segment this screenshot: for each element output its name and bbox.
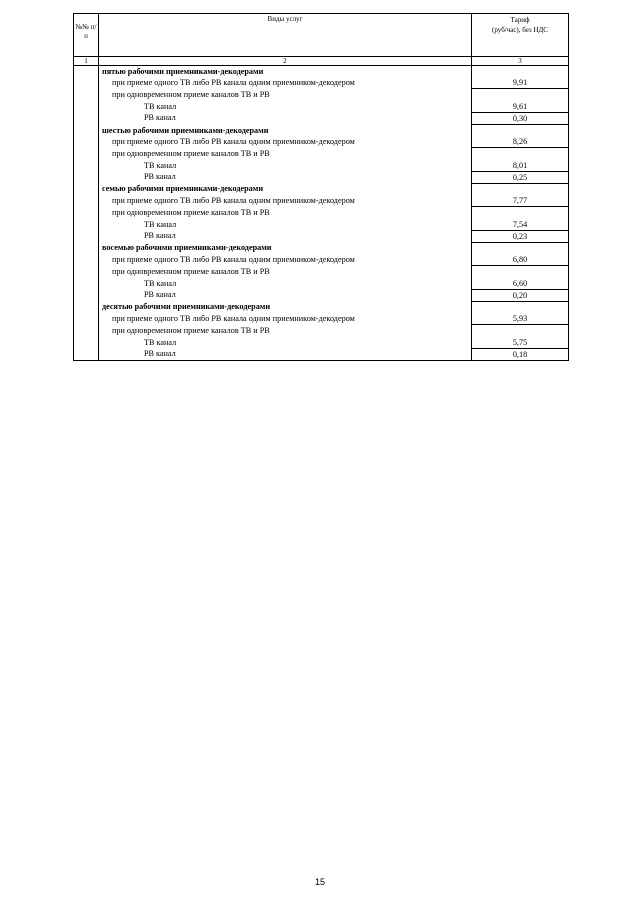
rv-channel-value: 0,18 (472, 348, 569, 360)
tv-channel-value: 8,01 (472, 160, 569, 172)
header-service-types (99, 14, 472, 57)
page-number: 15 (314, 877, 325, 887)
simultaneous-row (74, 207, 569, 219)
group-title-row (74, 66, 569, 78)
rv-channel-row (74, 348, 569, 360)
group-title: десятью рабочими приемниками-декодерами (102, 302, 271, 312)
single-channel-value: 5,93 (472, 313, 569, 325)
single-channel-value: 6,80 (472, 254, 569, 266)
header-service-types-text: Виды услуг (267, 15, 303, 23)
single-channel-value: 9,91 (472, 77, 569, 89)
tv-channel-row (74, 219, 569, 231)
header-number (74, 14, 99, 57)
group-title: пятью рабочими приемниками-декодерами (102, 67, 264, 76)
simultaneous-row (74, 266, 569, 278)
group-title: восемью рабочими приемниками-декодерами (102, 243, 272, 253)
column-number-3: 3 (472, 57, 569, 66)
table-header-row (74, 14, 569, 57)
rv-channel-row (74, 171, 569, 183)
tv-channel-value: 6,60 (472, 278, 569, 290)
header-tariff-line1: Тариф (510, 16, 530, 24)
tv-channel-row (74, 278, 569, 290)
tv-channel-label: ТВ канал (144, 278, 177, 288)
single-channel-label: при приеме одного ТВ либо РВ канала одним приемником-декодером (112, 196, 355, 206)
group-title: семью рабочими приемниками-декодерами (102, 184, 264, 194)
rv-channel-value: 0,30 (472, 112, 569, 124)
tv-channel-row (74, 160, 569, 172)
group-title-row (74, 242, 569, 254)
simultaneous-label: при одновременном приеме каналов ТВ и РВ (112, 325, 270, 335)
column-number-2: 2 (99, 57, 472, 66)
rv-channel-value: 0,20 (472, 289, 569, 301)
group-title-row (74, 125, 569, 137)
tv-channel-label: ТВ канал (144, 219, 177, 229)
single-channel-value: 7,77 (472, 195, 569, 207)
simultaneous-label: при одновременном приеме каналов ТВ и РВ (112, 89, 270, 99)
tv-channel-label: ТВ канал (144, 101, 177, 111)
single-channel-row (74, 77, 569, 89)
rv-channel-label: РВ канал (144, 290, 176, 300)
header-number-text: №№ п/п (75, 23, 97, 41)
header-tariff (472, 14, 569, 57)
rv-channel-label: РВ канал (144, 172, 176, 182)
group-title: шестью рабочими приемниками-декодерами (102, 125, 269, 135)
single-channel-row (74, 254, 569, 266)
simultaneous-row (74, 325, 569, 337)
single-channel-row (74, 136, 569, 148)
tariff-table (73, 13, 569, 361)
rv-channel-value: 0,23 (472, 230, 569, 242)
simultaneous-row (74, 89, 569, 101)
simultaneous-label: при одновременном приеме каналов ТВ и РВ (112, 266, 270, 276)
rv-channel-label: РВ канал (144, 113, 176, 123)
tv-channel-value: 5,75 (472, 337, 569, 349)
rv-channel-row (74, 230, 569, 242)
rv-channel-value: 0,25 (472, 171, 569, 183)
single-channel-value: 8,26 (472, 136, 569, 148)
single-channel-label: при приеме одного ТВ либо РВ канала одним приемником-декодером (112, 137, 355, 147)
column-number-row (74, 57, 569, 66)
single-channel-row (74, 313, 569, 325)
single-channel-label: при приеме одного ТВ либо РВ канала одним приемником-декодером (112, 314, 355, 324)
tv-channel-label: ТВ канал (144, 337, 177, 347)
rv-channel-label: РВ канал (144, 231, 176, 241)
rv-channel-label: РВ канал (99, 348, 472, 360)
column-number-1: 1 (74, 57, 99, 66)
simultaneous-label: при одновременном приеме каналов ТВ и РВ (112, 207, 270, 217)
tv-channel-value: 9,61 (472, 101, 569, 113)
single-channel-label: при приеме одного ТВ либо РВ канала одним приемником-декодером (112, 255, 355, 265)
simultaneous-label: при одновременном приеме каналов ТВ и РВ (112, 148, 270, 158)
tv-channel-label: ТВ канал (144, 160, 177, 170)
single-channel-label: при приеме одного ТВ либо РВ канала одним приемником-декодером (112, 78, 355, 88)
group-title-row (74, 183, 569, 195)
group-title-row (74, 301, 569, 313)
tv-channel-row (74, 101, 569, 113)
rv-channel-row (74, 289, 569, 301)
header-tariff-line2: (руб/час), без НДС (492, 25, 548, 34)
rv-channel-row (74, 112, 569, 124)
simultaneous-row (74, 148, 569, 160)
tariff-body (74, 66, 569, 361)
single-channel-row (74, 195, 569, 207)
tv-channel-row (74, 337, 569, 349)
tv-channel-value: 7,54 (472, 219, 569, 231)
